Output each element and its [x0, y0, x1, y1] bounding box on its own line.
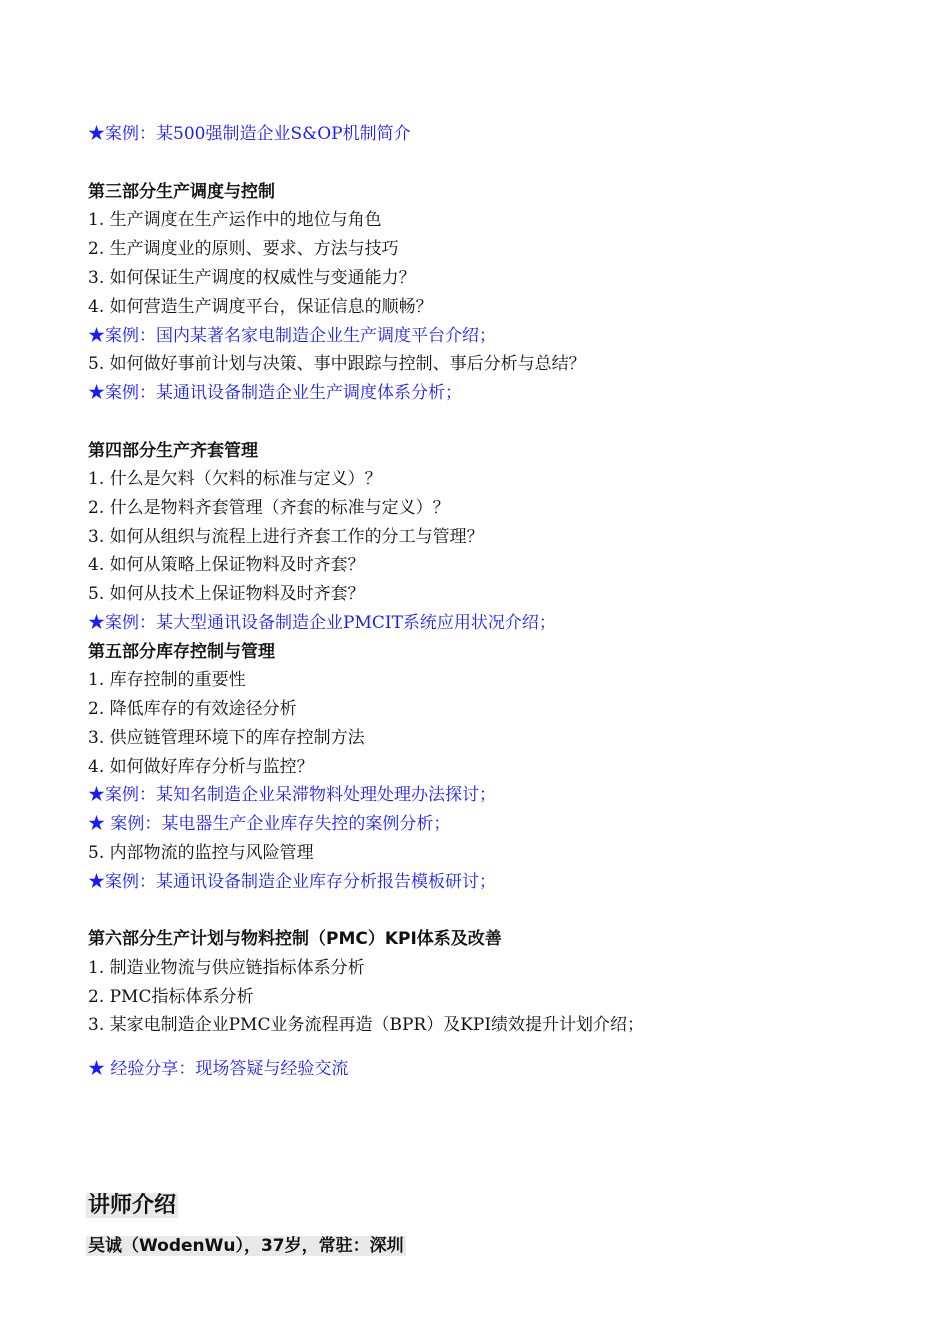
case-line: ★案例：某500强制造企业S&OP机制简介 [88, 124, 411, 144]
case-line: ★案例：某知名制造企业呆滞物料处理处理办法探讨； [88, 785, 496, 805]
list-item: 3. 如何从组织与流程上进行齐套工作的分工与管理？ [88, 527, 484, 547]
list-item: 3. 某家电制造企业PMC业务流程再造（BPR）及KPI绩效提升计划介绍； [88, 1015, 645, 1035]
list-item: 4. 如何做好库存分析与监控？ [88, 757, 314, 777]
case-line: ★案例：某通讯设备制造企业生产调度体系分析； [88, 383, 462, 403]
lecturer-heading: 讲师介绍 [88, 1193, 177, 1218]
case-line: ★案例：国内某著名家电制造企业生产调度平台介绍； [88, 326, 496, 346]
list-item: 3. 供应链管理环境下的库存控制方法 [88, 728, 365, 748]
list-item: 4. 如何营造生产调度平台，保证信息的顺畅？ [88, 297, 433, 317]
case-line: ★案例：某大型通讯设备制造企业PMCIT系统应用状况介绍； [88, 613, 556, 633]
section-heading: 第六部分生产计划与物料控制（PMC）KPI体系及改善 [88, 929, 502, 949]
case-line: ★ 案例：某电器生产企业库存失控的案例分析； [88, 814, 451, 834]
list-item: 2. PMC指标体系分析 [88, 987, 254, 1007]
experience-line: ★ 经验分享：现场答疑与经验交流 [88, 1059, 349, 1079]
list-item: 5. 如何从技术上保证物料及时齐套？ [88, 584, 365, 604]
list-item: 5. 内部物流的监控与风险管理 [88, 843, 314, 863]
lecturer-bio-wrap [86, 1235, 406, 1257]
section-heading: 第五部分库存控制与管理 [88, 642, 275, 662]
list-item: 1. 生产调度在生产运作中的地位与角色 [88, 210, 382, 230]
list-item: 4. 如何从策略上保证物料及时齐套？ [88, 555, 365, 575]
list-item: 1. 制造业物流与供应链指标体系分析 [88, 958, 365, 978]
list-item: 5. 如何做好事前计划与决策、事中跟踪与控制、事后分析与总结？ [88, 354, 586, 374]
section-heading: 第四部分生产齐套管理 [88, 441, 258, 461]
list-item: 3. 如何保证生产调度的权威性与变通能力？ [88, 268, 416, 288]
list-item: 2. 降低库存的有效途径分析 [88, 699, 297, 719]
lecturer-bio: 吴诚（WodenWu），37岁，常驻：深圳 [88, 1236, 404, 1256]
list-item: 1. 什么是欠料（欠料的标准与定义）？ [88, 469, 382, 489]
list-item: 2. 生产调度业的原则、要求、方法与技巧 [88, 239, 399, 259]
list-item: 1. 库存控制的重要性 [88, 670, 246, 690]
section-heading: 第三部分生产调度与控制 [88, 182, 275, 202]
case-line: ★案例：某通讯设备制造企业库存分析报告模板研讨； [88, 872, 496, 892]
lecturer-heading-wrap [86, 1195, 178, 1218]
list-item: 2. 什么是物料齐套管理（齐套的标准与定义）？ [88, 498, 450, 518]
